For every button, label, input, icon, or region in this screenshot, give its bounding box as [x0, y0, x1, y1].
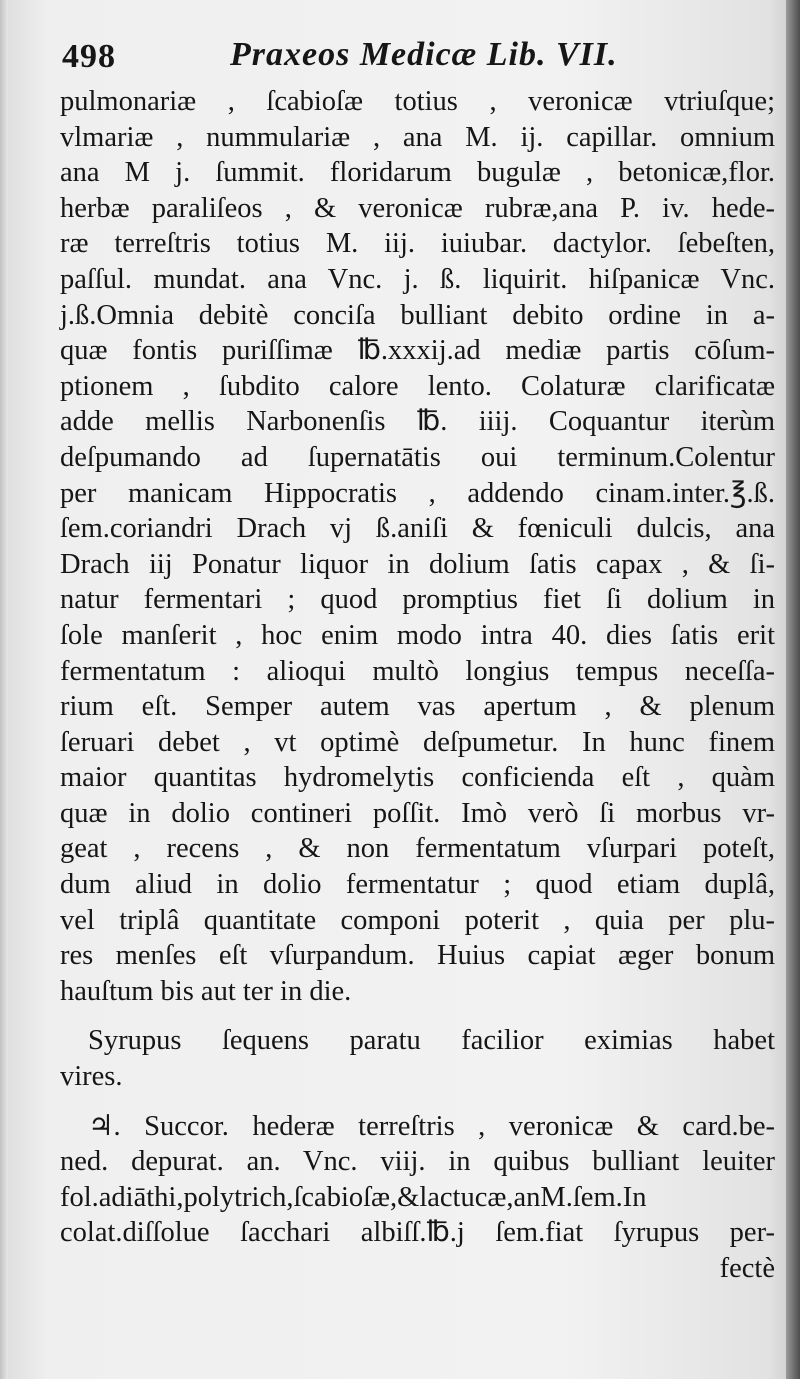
paragraph-syrup-recipe [60, 1109, 775, 1287]
text-line: dum aliud in dolio fermentatur ; quod etiam duplâ, [60, 869, 775, 901]
text-line: maior quantitas hydromelytis conficienda eſt , quàm [60, 762, 775, 794]
text-line: ana M j. ſummit. floridarum bugulæ , betonicæ,flor. [60, 157, 775, 189]
page-header [60, 32, 760, 82]
text-line: Syrupus ſequens paratu facilior eximias habet [88, 1025, 775, 1057]
text-line: pulmonariæ , ſcabioſæ totius , veronicæ vtriuſque; [60, 86, 775, 117]
paragraph-recipe-continued [60, 84, 775, 1009]
text-line: rium eſt. Semper autem vas apertum , & plenum [60, 691, 775, 723]
text-line: Drach iij Ponatur liquor in dolium ſatis capax , & ſi- [60, 548, 775, 580]
text-line: hauſtum bis aut ter in die. [60, 975, 352, 1007]
text-line: paſſul. mundat. ana Vnc. j. ß. liquirit. hiſpanicæ Vnc. [60, 263, 775, 295]
catchword: fectè [719, 1253, 775, 1284]
body-text [60, 84, 775, 1287]
text-line: geat , recens , & non fermentatum vſurpari poteſt, [60, 833, 775, 865]
text-line: ſeruari debet , vt optimè deſpumetur. In hunc finem [60, 726, 775, 758]
text-line: vires. [60, 1061, 123, 1093]
text-line: ſem.coriandri Drach vj ß.aniſi & fœniculi dulcis, ana [60, 513, 775, 545]
text-line: fermentatum : alioqui multò longius tempus neceſſa- [60, 655, 775, 687]
text-line: ptionem , ſubdito calore lento. Colaturæ clarificatæ [60, 370, 775, 402]
text-line: deſpumando ad ſupernatātis oui terminum.Colentur [60, 441, 775, 473]
text-line: ſole manſerit , hoc enim modo intra 40. dies ſatis erit [60, 619, 775, 651]
text-line: res menſes eſt vſurpandum. Huius capiat æger bonum [60, 940, 775, 972]
text-line: vel triplâ quantitate componi poterit , quia per plu- [60, 904, 775, 936]
text-line: fol.adiāthi,polytrich,ſcabioſæ,&lactucæ,anM.ſem.In [60, 1181, 647, 1213]
text-line: colat.diſſolue ſacchari albiſſ.℔.j ſem.fiat ſyrupus per- [60, 1217, 775, 1249]
page-right-edge [786, 0, 800, 1379]
text-line: natur fermentari ; quod promptius fiet ſi dolium in [60, 584, 775, 616]
text-line: adde mellis Narbonenſis ℔. iiij. Coquantur iterùm [60, 406, 775, 438]
text-line: per manicam Hippocratis , addendo cinam.inter.℥.ß. [60, 477, 775, 509]
text-line: ned. depurat. an. Vnc. viij. in quibus bulliant leuiter [60, 1146, 775, 1178]
page-left-edge [0, 0, 8, 1379]
text-line: vlmariæ , nummulariæ , ana M. ij. capillar. omnium [60, 121, 775, 153]
text-line: herbæ paraliſeos , & veronicæ rubræ,ana P. iv. hede- [60, 192, 775, 224]
text-line: ♃. Succor. hederæ terreſtris , veronicæ & card.be- [88, 1110, 775, 1142]
text-line: quæ in dolio contineri poſſit. Imò verò ſi morbus vr- [60, 797, 775, 829]
text-line: ræ terreſtris totius M. iij. iuiubar. dactylor. ſebeſten, [60, 228, 775, 260]
paragraph-syrup-intro [60, 1023, 775, 1094]
text-line: quæ fontis puriſſimæ ℔.xxxij.ad mediæ partis cōſum- [60, 335, 775, 367]
page-number: 498 [62, 38, 116, 75]
running-title: Praxeos Medicæ Lib. VII. [230, 36, 618, 73]
text-line: j.ß.Omnia debitè conciſa bulliant debito ordine in a- [60, 299, 775, 331]
